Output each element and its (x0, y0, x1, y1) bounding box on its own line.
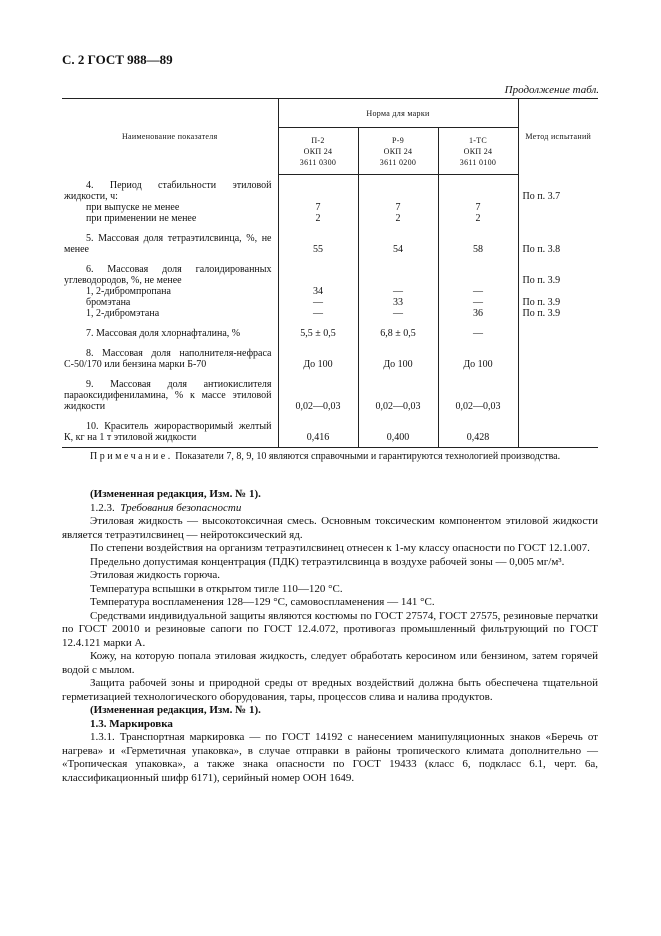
section-heading-1-2-3: 1.2.3. Требования безопасности (90, 501, 242, 514)
table-note (62, 450, 598, 464)
document-body (62, 488, 598, 785)
note-label: Примечание. (90, 451, 173, 462)
header-grade-r9: Р-9 ОКП 24 3611 0200 (358, 128, 438, 175)
value-1ts-cell: До 100 (438, 339, 518, 370)
header-indicator-name: Наименование показателя (62, 99, 278, 175)
method-cell (518, 319, 598, 339)
paragraph: Средствами индивидуальной защиты являются костюмы по ГОСТ 27574, ГОСТ 27575, резиновые перчатки по ГОСТ 20010 и резиновые сапоги по ГОСТ 12.4.072, противогаз промышленный фильтрующий по ГОСТ 12.4.121 марки А. (62, 609, 598, 649)
paragraph: 1.3.1. Транспортная маркировка — по ГОСТ 14192 с нанесением манипуляционных знаков «Беречь от нагрева» и «Герметичная упаковка», в случае отправки в районы тропического климата дополнительно — «Тропическая упаковка», а также знака опасности по ГОСТ 19433 (класс 6, подкласс 6.1, черт. 6а, классификационный шифр 6171), серийный номер ООН 1649. (62, 731, 598, 784)
value-p2-cell: 0,416 (278, 412, 358, 448)
header-method: Метод испытаний (518, 99, 598, 175)
method-cell: По п. 3.7 (518, 175, 598, 224)
table-row (62, 224, 598, 255)
paragraph: Температура вспышки в открытом тигле 110—120 °С. (90, 582, 343, 595)
paragraph: По степени воздействия на организм тетраэтилсвинец отнесен к 1-му классу опасности по ГОСТ 12.1.007. (90, 542, 590, 554)
value-p2-cell: 5,5 ± 0,5 (278, 319, 358, 339)
table-body (62, 175, 598, 448)
paragraph: Защита рабочей зоны и природной среды от вредных воздействий должна быть обеспечена тщательной герметизацией технологического оборудования, тары, процессов слива и налива продуктов. (62, 677, 598, 703)
page-header: С. 2 ГОСТ 988—89 (62, 52, 173, 67)
indicator-name-cell: 6. Массовая доля галоидированных углеводородов, %, не менее 1, 2-дибромпропана бромэтана 1, 2-дибромэтана (64, 263, 272, 319)
table-row (62, 370, 598, 412)
header-norm: Норма для марки (278, 99, 518, 128)
amendment-note: (Измененная редакция, Изм. № 1). (90, 488, 261, 500)
value-r9-cell: 0,400 (358, 412, 438, 448)
value-1ts-cell: 7 2 (438, 175, 518, 224)
method-cell (518, 370, 598, 412)
value-r9-cell: 6,8 ± 0,5 (358, 319, 438, 339)
paragraph: Этиловая жидкость — высокотоксичная смесь. Основным токсическим компонентом этиловой жидкости является тетраэтилсвинец — нейротоксический яд. (62, 515, 598, 541)
method-cell (518, 339, 598, 370)
method-cell (518, 412, 598, 448)
value-1ts-cell: 0,02—0,03 (438, 370, 518, 412)
amendment-note: (Измененная редакция, Изм. № 1). (90, 704, 261, 716)
value-1ts-cell: — — 36 (438, 255, 518, 319)
table-row (62, 319, 598, 339)
method-cell: По п. 3.9 По п. 3.9 По п. 3.9 (518, 255, 598, 319)
value-p2-cell: 0,02—0,03 (278, 370, 358, 412)
table-continuation-label: Продолжение табл. (504, 84, 599, 96)
value-p2-cell: 34 — — (278, 255, 358, 319)
value-p2-cell: 55 (278, 224, 358, 255)
indicator-name-cell: 7. Массовая доля хлорнафталина, % (86, 327, 241, 339)
table-row (62, 339, 598, 370)
value-1ts-cell: 58 (438, 224, 518, 255)
value-r9-cell: 0,02—0,03 (358, 370, 438, 412)
indicator-name-cell: 9. Массовая доля антиокислителя параоксидифениламина, % к массе этиловой жидкости (64, 378, 272, 412)
indicator-name-cell: 4. Период стабильности этиловой жидкости, ч: при выпуске не менее при применении не менее (64, 179, 272, 224)
table-row (62, 255, 598, 319)
value-r9-cell: 54 (358, 224, 438, 255)
indicator-name-cell: 5. Массовая доля тетраэтилсвинца, %, не менее (64, 232, 272, 255)
spec-table-container (62, 98, 598, 448)
paragraph: Предельно допустимая концентрация (ПДК) тетраэтилсвинца в воздухе рабочей зоны — 0,005 мг/м³. (90, 555, 565, 568)
value-r9-cell: 7 2 (358, 175, 438, 224)
indicator-name-cell: 10. Краситель жирорастворимый желтый К, кг на 1 т этиловой жидкости (62, 412, 278, 448)
specification-table (62, 98, 598, 448)
header-grade-p2: П-2 ОКП 24 3611 0300 (278, 128, 358, 175)
indicator-name-cell: 8. Массовая доля наполнителя-нефраса С-50/170 или бензина марки Б-70 (64, 347, 272, 370)
value-p2-cell: 7 2 (278, 175, 358, 224)
value-p2-cell: До 100 (278, 339, 358, 370)
value-1ts-cell: — (438, 319, 518, 339)
paragraph: Кожу, на которую попала этиловая жидкость, следует обработать керосином или бензином, затем горячей водой с мылом. (62, 650, 598, 676)
method-cell: По п. 3.8 (518, 224, 598, 255)
note-text: Показатели 7, 8, 9, 10 являются справочными и гарантируются технологией производства. (175, 451, 561, 462)
value-r9-cell: — 33 — (358, 255, 438, 319)
paragraph: Температура воспламенения 128—129 °С, самовоспламенения — 141 °С. (90, 596, 435, 608)
section-heading-1-3: 1.3. Маркировка (90, 717, 173, 730)
paragraph: Этиловая жидкость горюча. (90, 569, 220, 581)
header-grade-1ts: 1-ТС ОКП 24 3611 0100 (438, 128, 518, 175)
value-r9-cell: До 100 (358, 339, 438, 370)
table-row (62, 412, 598, 448)
value-1ts-cell: 0,428 (438, 412, 518, 448)
table-row (62, 175, 598, 224)
